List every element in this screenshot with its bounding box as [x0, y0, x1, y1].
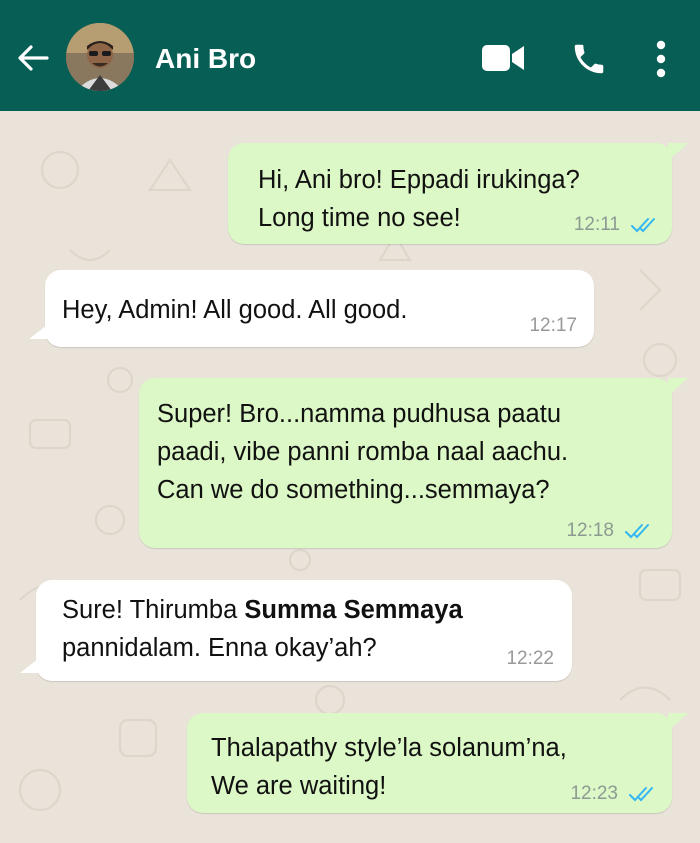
message-text-plain: Sure! Thirumba: [62, 596, 245, 624]
message-text: [62, 591, 463, 667]
message-text-plain: pannidalam. Enna okay’ah?: [62, 634, 377, 662]
back-arrow-icon[interactable]: [15, 40, 51, 76]
more-options-icon[interactable]: [650, 40, 672, 80]
bubble-tail: [668, 143, 688, 163]
message-time: 12:22: [506, 648, 554, 669]
phone-icon[interactable]: [570, 40, 608, 78]
contact-name[interactable]: Ani Bro: [155, 43, 257, 74]
message-text: Hey, Admin! All good. All good.: [62, 296, 408, 324]
message-time: 12:17: [529, 315, 577, 336]
bubble-tail: [29, 325, 47, 339]
read-ticks-icon: [630, 216, 658, 234]
message-time: 12:23: [570, 783, 618, 804]
read-ticks-icon: [628, 785, 656, 803]
message-text: Thalapathy style’la solanum’na, We are waiting!: [211, 734, 567, 800]
message-bubble-incoming[interactable]: [45, 270, 594, 347]
message-text: Super! Bro...namma pudhusa paatu paadi, vibe panni romba naal aachu. Can we do something...semmaya?: [157, 400, 569, 504]
message-bubble-outgoing[interactable]: [139, 378, 672, 548]
avatar[interactable]: [66, 23, 134, 91]
read-ticks-icon: [624, 522, 652, 540]
message-bubble-incoming[interactable]: [36, 580, 572, 681]
message-bubble-outgoing[interactable]: [228, 143, 672, 244]
message-text-bold: Summa Semmaya: [244, 596, 463, 624]
bubble-tail: [668, 713, 688, 733]
message-time: 12:18: [566, 520, 614, 541]
message-text: Hi, Ani bro! Eppadi irukinga? Long time no see!: [258, 166, 580, 232]
bubble-tail: [668, 378, 688, 398]
avatar-image: [66, 23, 134, 91]
message-time: 12:11: [573, 214, 620, 235]
message-bubble-outgoing[interactable]: [187, 713, 672, 813]
bubble-tail: [20, 659, 38, 673]
chat-header: [0, 0, 700, 111]
video-call-icon[interactable]: [481, 42, 525, 74]
